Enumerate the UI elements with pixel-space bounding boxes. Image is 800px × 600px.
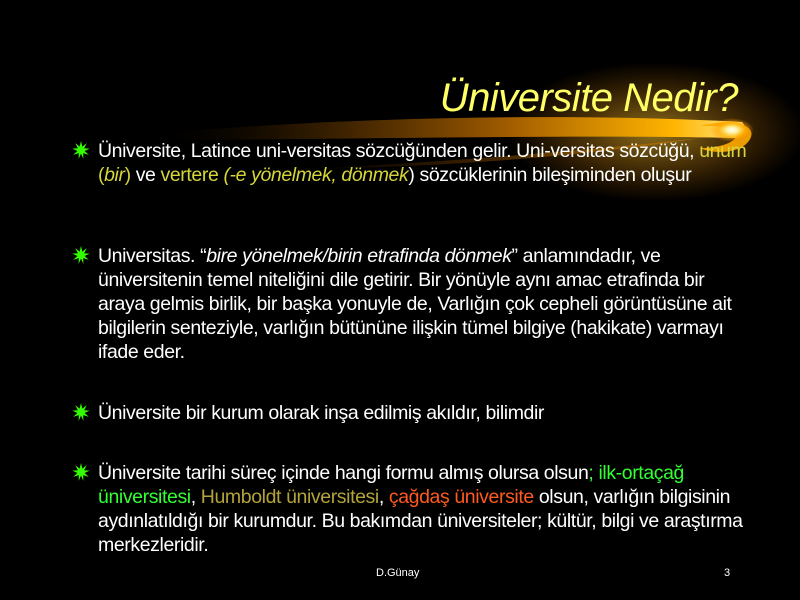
bullet-text-segment: Humboldt üniversitesi	[200, 486, 379, 508]
bullet-text-segment: Üniversite, Latince uni-versitas sözcüğünden gelir. Uni-versitas sözcüğü,	[98, 140, 700, 162]
bullet-item-3	[98, 401, 748, 425]
bullet-text-segment: bire yönelmek/birin etrafinda dönmek	[206, 245, 512, 267]
bullet-text-segment: ,	[190, 486, 201, 508]
bullet-text-segment: ) sözcüklerinin bileşiminden oluşur	[408, 164, 692, 186]
bullet-text-segment: ; ilk-ortaçağ üniversitesi	[98, 462, 685, 508]
bullet-text-segment: (-e yönelmek, dönmek	[223, 164, 409, 186]
bullet-item-2	[98, 244, 748, 364]
bullet-text-segment: ,	[378, 486, 389, 508]
bullet-text-segment: ” anlamındadır, ve üniversitenin temel niteliğini dile getirir. Bir yönüyle aynı amac etrafinda bir araya gelmis birlik, bir başka yonuyle de, Varlığın çok cepheli görüntüsüne ait bilgilerin senteziyle, varlığın bütününe ilişkin tümel bilgiye (hakikate) varmayı ifade eder.	[98, 245, 732, 363]
footer-author: D.Günay	[376, 567, 420, 579]
bullet-text-segment: Üniversite tarihi süreç içinde hangi formu almış olursa olsun	[98, 462, 589, 484]
bullet-text-segment: vertere	[160, 164, 224, 186]
slide-title: Üniversite Nedir?	[439, 76, 738, 120]
bullet-item-1	[98, 139, 748, 187]
bullet-text-segment: Üniversite bir kurum olarak inşa edilmiş akıldır, bilimdir	[98, 402, 545, 424]
bullet-text-segment: ve	[130, 164, 161, 186]
bullet-text-segment: bir	[104, 164, 125, 186]
green-starburst-icon	[72, 403, 90, 421]
bullet-text-segment: çağdaş üniversite	[388, 486, 534, 508]
bullet-text-segment: Universitas. “	[98, 245, 207, 267]
green-starburst-icon	[72, 463, 90, 481]
bullet-item-4	[98, 461, 748, 557]
bullet-text-segment: )	[124, 164, 131, 186]
green-starburst-icon	[72, 246, 90, 264]
bullet-text-segment: unum (	[98, 140, 747, 186]
bullet-text-segment: olsun, varlığın bilgisinin aydınlatıldığı bir kurumdur. Bu bakımdan üniversiteler; kültür, bilgi ve araştırma merkezleridir.	[98, 486, 743, 556]
green-starburst-icon	[72, 141, 90, 159]
page-number: 3	[724, 567, 731, 579]
